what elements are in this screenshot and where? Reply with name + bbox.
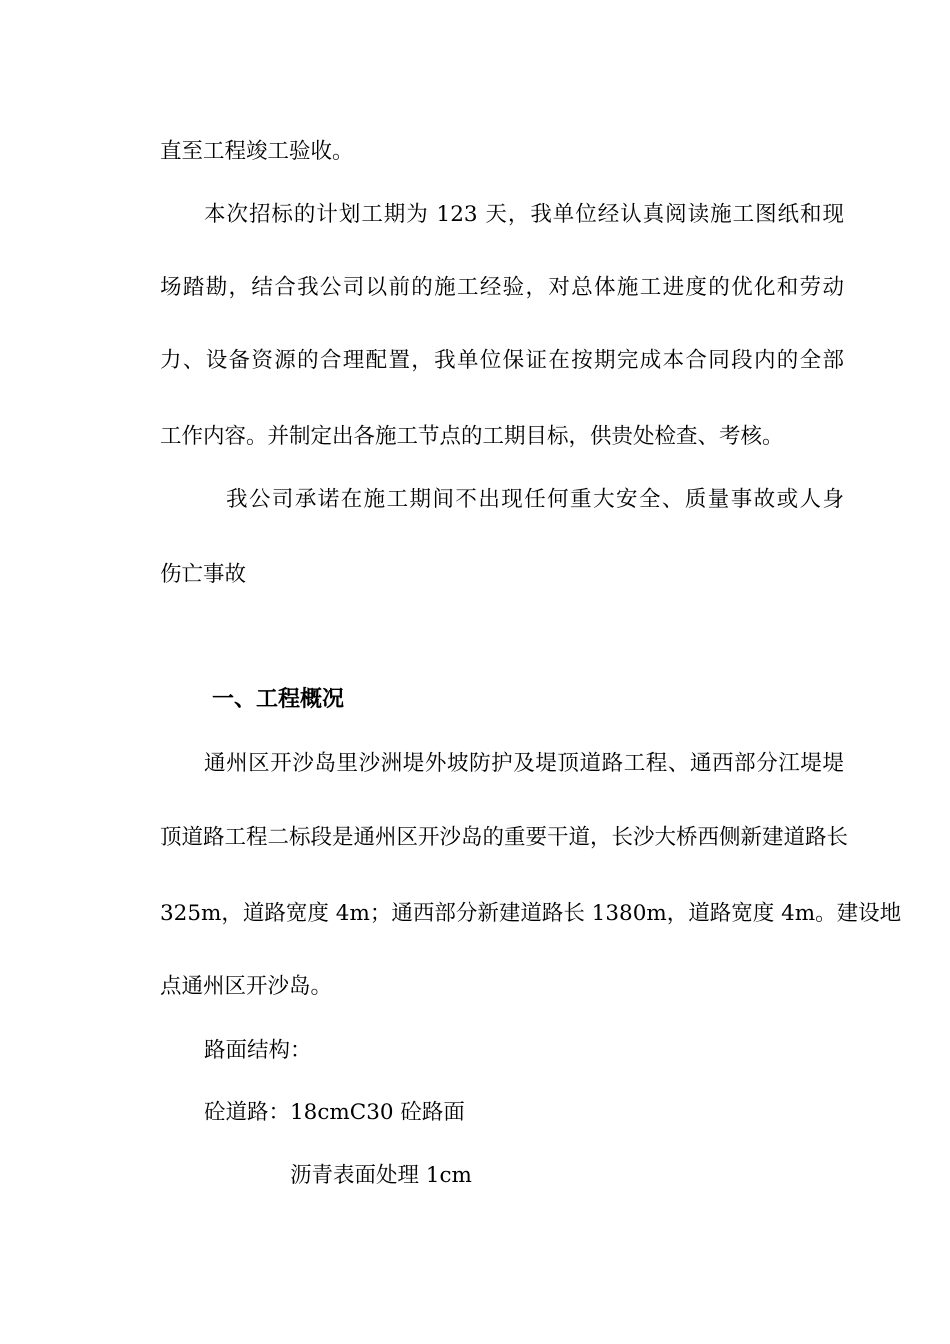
overview-paragraph-line-3: 325m，道路宽度 4m；通西部分新建道路长 1380m，道路宽度 4m。建设地 bbox=[160, 901, 902, 926]
pavement-structure-title: 路面结构： bbox=[204, 1038, 312, 1063]
concrete-road-spec: 砼道路：18cmC30 砼路面 bbox=[204, 1100, 465, 1125]
asphalt-surface-spec: 沥青表面处理 1cm bbox=[290, 1163, 472, 1188]
intro-line-1: 直至工程竣工验收。 bbox=[160, 139, 354, 164]
schedule-paragraph-line-3: 力、设备资源的合理配置，我单位保证在按期完成本合同段内的全部 bbox=[160, 348, 844, 373]
overview-paragraph-line-4: 点通州区开沙岛。 bbox=[160, 974, 333, 999]
commitment-paragraph-line-1: 我公司承诺在施工期间不出现任何重大安全、质量事故或人身 bbox=[226, 487, 844, 512]
overview-paragraph-line-1: 通州区开沙岛里沙洲堤外坡防护及堤顶道路工程、通西部分江堤堤 bbox=[204, 751, 844, 776]
section-heading-project-overview: 一、工程概况 bbox=[212, 687, 345, 712]
commitment-paragraph-line-2: 伤亡事故 bbox=[160, 562, 247, 587]
schedule-paragraph-line-2: 场踏勘，结合我公司以前的施工经验，对总体施工进度的优化和劳动 bbox=[160, 275, 844, 300]
schedule-paragraph-line-4: 工作内容。并制定出各施工节点的工期目标，供贵处检查、考核。 bbox=[160, 424, 784, 449]
schedule-paragraph-line-1: 本次招标的计划工期为 123 天，我单位经认真阅读施工图纸和现 bbox=[204, 202, 844, 227]
overview-paragraph-line-2: 顶道路工程二标段是通州区开沙岛的重要干道，长沙大桥西侧新建道路长 bbox=[160, 825, 849, 850]
